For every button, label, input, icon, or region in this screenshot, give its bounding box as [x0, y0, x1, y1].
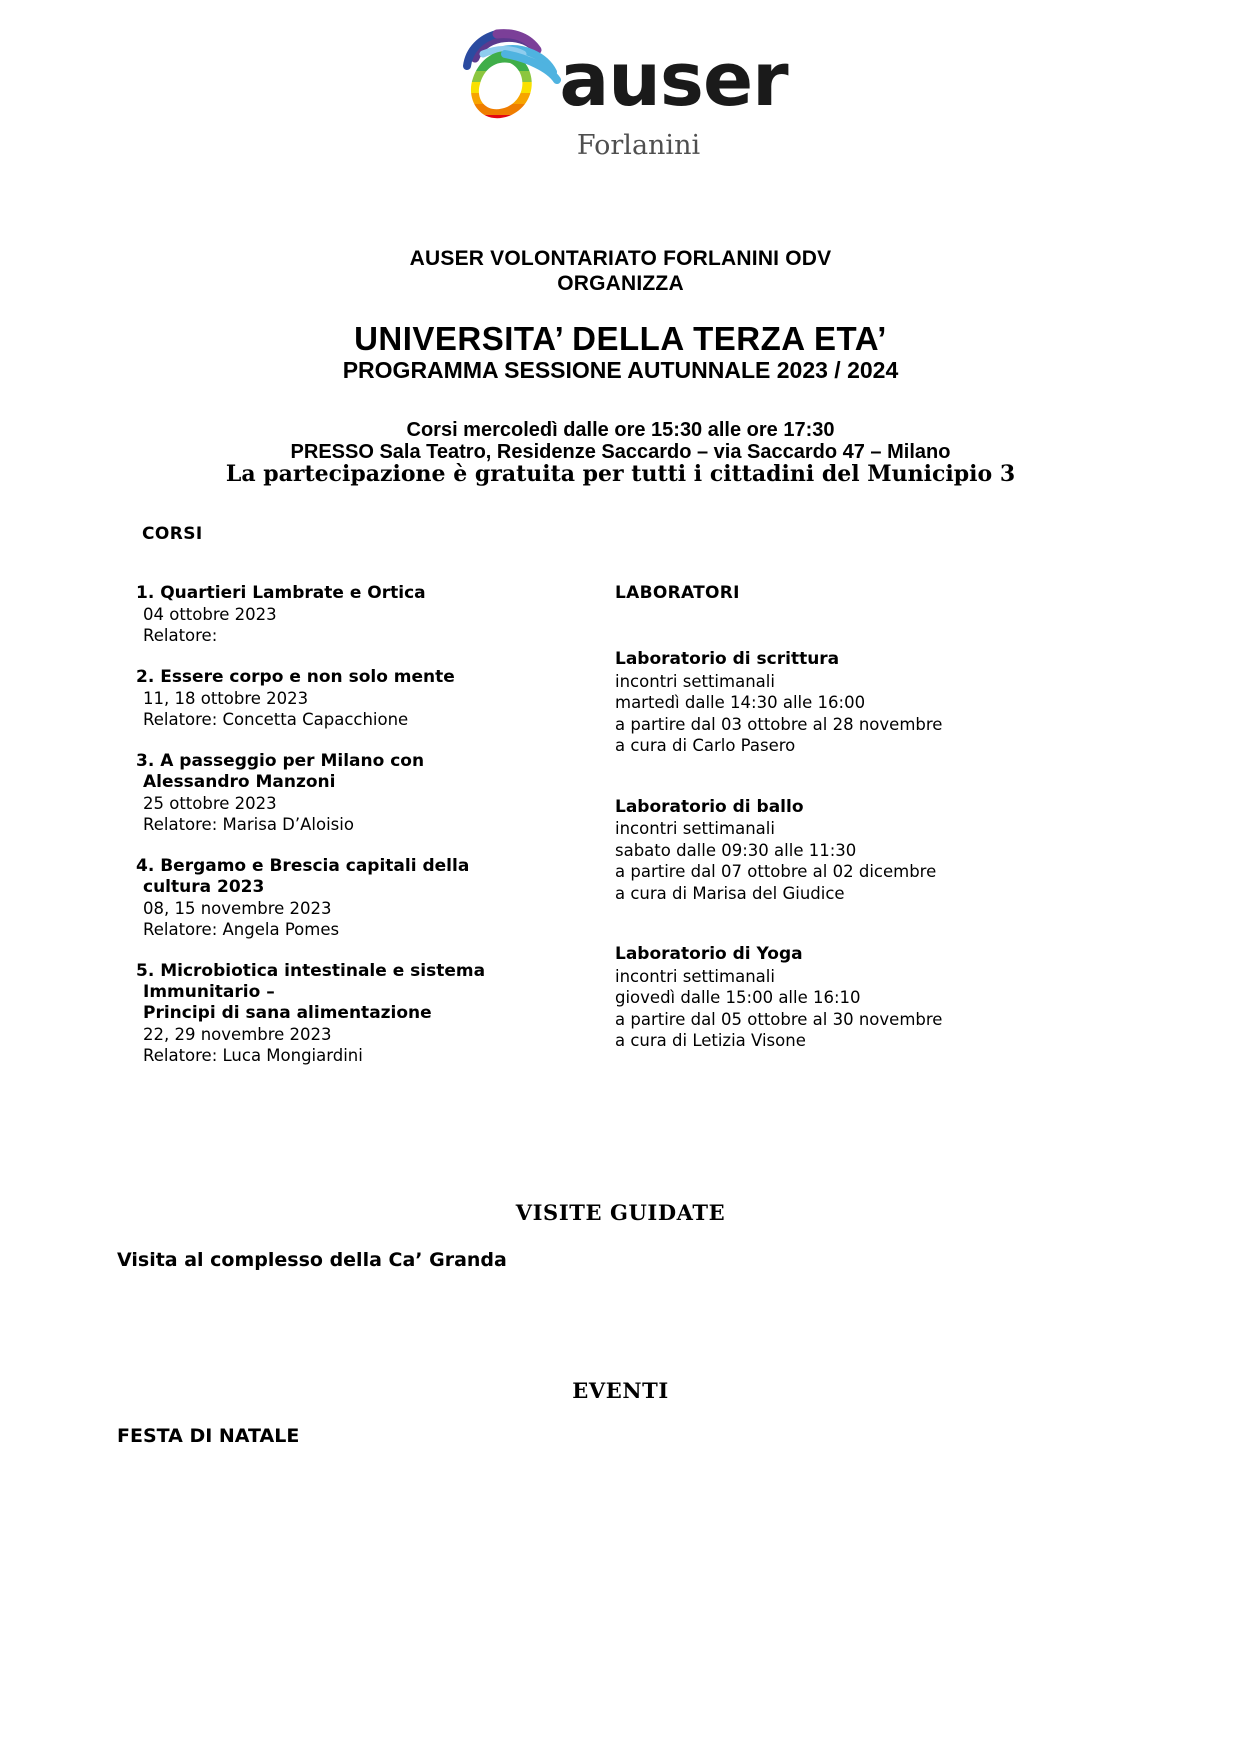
- lab-item: [615, 944, 1035, 1052]
- section-title-eventi: EVENTI: [572, 1378, 669, 1403]
- section-label-corsi: CORSI: [142, 524, 203, 544]
- course-item: [136, 856, 606, 940]
- lab-curator: a cura di Carlo Pasero: [615, 736, 796, 755]
- auser-swirl-icon: [453, 28, 565, 124]
- lab-curator: a cura di Marisa del Giudice: [615, 883, 845, 903]
- logo-row: [453, 28, 787, 124]
- auser-logo: [0, 28, 1241, 161]
- logo-wordmark: auser: [559, 37, 788, 123]
- laboratori-column: [615, 583, 1035, 1052]
- course-date: 08, 15 novembre 2023: [143, 899, 332, 918]
- course-item: [136, 751, 606, 835]
- course-speaker: Relatore: Luca Mongiardini: [143, 1046, 363, 1065]
- organization-line-1: AUSER VOLONTARIATO FORLANINI ODV: [409, 247, 832, 270]
- course-title: 2. Essere corpo e non solo mente: [136, 667, 455, 687]
- organization-line-2: ORGANIZZA: [557, 272, 684, 295]
- course-date: 22, 29 novembre 2023: [143, 1025, 332, 1044]
- course-title: [136, 751, 606, 793]
- lab-title: Laboratorio di Yoga: [615, 944, 803, 964]
- info-schedule: Corsi mercoledì dalle ore 15:30 alle ore 17:30: [406, 419, 835, 441]
- lab-schedule: sabato dalle 09:30 alle 11:30: [615, 840, 857, 860]
- lab-frequency: incontri settimanali: [615, 819, 775, 838]
- course-title: [136, 961, 606, 1024]
- section-title-visite-guidate: VISITE GUIDATE: [515, 1200, 726, 1225]
- lab-frequency: incontri settimanali: [615, 671, 775, 691]
- lab-schedule: giovedì dalle 15:00 alle 16:10: [615, 988, 861, 1007]
- eventi-item: FESTA DI NATALE: [117, 1425, 300, 1447]
- course-speaker: Relatore:: [143, 626, 218, 645]
- course-item: [136, 583, 606, 646]
- course-speaker: Relatore: Angela Pomes: [143, 920, 340, 939]
- lab-period: a partire dal 03 ottobre al 28 novembre: [615, 714, 943, 734]
- course-title: 1. Quartieri Lambrate e Ortica: [136, 583, 426, 603]
- info-participation: La partecipazione è gratuita per tutti i cittadini del Municipio 3: [225, 461, 1016, 487]
- lab-item: [615, 797, 1035, 905]
- lab-schedule: martedì dalle 14:30 alle 16:00: [615, 693, 866, 712]
- lab-item: [615, 649, 1035, 757]
- course-date: 25 ottobre 2023: [143, 794, 277, 813]
- page-title: UNIVERSITA’ DELLA TERZA ETA’: [354, 320, 887, 357]
- course-item: [136, 667, 606, 730]
- course-item: [136, 961, 606, 1066]
- lab-curator: a cura di Letizia Visone: [615, 1031, 806, 1050]
- lab-period: a partire dal 05 ottobre al 30 novembre: [615, 1009, 943, 1029]
- course-title-main: 4. Bergamo e Brescia capitali della: [136, 856, 470, 876]
- course-title-continuation: Immunitario –: [143, 982, 275, 1002]
- lab-frequency: incontri settimanali: [615, 966, 775, 986]
- page-subtitle: PROGRAMMA SESSIONE AUTUNNALE 2023 / 2024: [342, 357, 899, 383]
- lab-title: Laboratorio di ballo: [615, 796, 804, 817]
- info-venue: PRESSO Sala Teatro, Residenze Saccardo – via Saccardo 47 – Milano: [290, 441, 951, 463]
- corsi-column: [136, 583, 606, 1087]
- course-title-continuation: cultura 2023: [143, 877, 265, 897]
- course-title-continuation: Alessandro Manzoni: [143, 772, 336, 792]
- lab-title: Laboratorio di scrittura: [615, 649, 840, 669]
- course-title: [136, 856, 606, 898]
- course-title-main: 5. Microbiotica intestinale e sistema: [136, 961, 486, 981]
- logo-sublabel: Forlanini: [576, 130, 701, 161]
- section-label-laboratori: LABORATORI: [615, 583, 740, 603]
- course-title-main: 3. A passeggio per Milano con: [136, 751, 425, 771]
- course-speaker: Relatore: Concetta Capacchione: [143, 710, 409, 729]
- visite-guidate-item: Visita al complesso della Ca’ Granda: [117, 1249, 507, 1271]
- course-date: 04 ottobre 2023: [143, 605, 277, 624]
- lab-period: a partire dal 07 ottobre al 02 dicembre: [615, 862, 937, 881]
- course-title-continuation-2: Principi di sana alimentazione: [143, 1003, 432, 1023]
- course-date: 11, 18 ottobre 2023: [143, 689, 309, 708]
- course-speaker: Relatore: Marisa D’Aloisio: [143, 815, 354, 834]
